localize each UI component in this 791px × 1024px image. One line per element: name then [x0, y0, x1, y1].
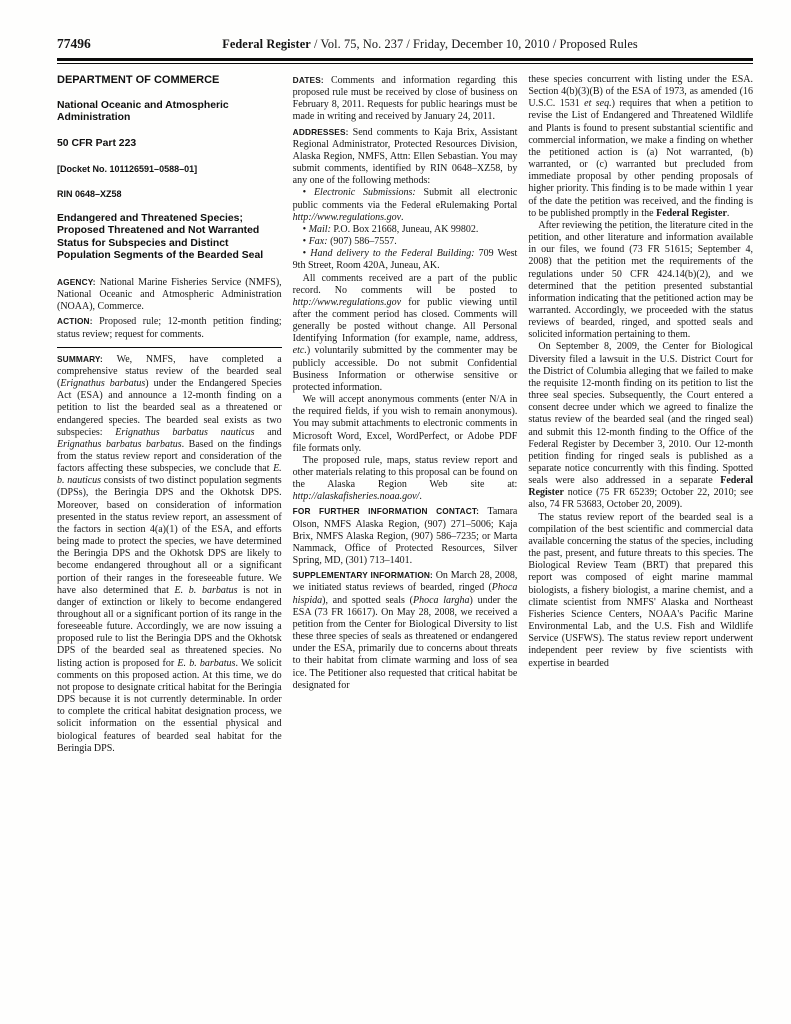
text-run: Fax:: [308, 236, 328, 248]
text-run: FOR FURTHER INFORMATION CONTACT:: [292, 506, 488, 517]
text-run: On September 8, 2009, the Center for Biological Diversity filed a lawsuit in the U.S. District Court for the District of Columbia alleging that we failed to make the requisite 12-month finding on its petition to list the three seal species. Subsequently, the Court entered a consent decree under which we agreed to finalize the status review of the bearded seal (and the ringed seal) and submit this 12-month finding to the Office of the Federal Register by December 3, 2010. Our 12-month petition finding for ringed seals is published as a separate notice concurrently with this finding. Spotted seals were also addressed in a separate: [528, 341, 754, 487]
text-run: .: [726, 207, 730, 219]
docket-number: [57, 163, 282, 176]
materials-location-paragraph: [293, 455, 518, 504]
text-run: for public viewing until after the comment period has closed. Comments will generally be posted without change. All Personal Identifying Information (for example, name, address,: [292, 296, 518, 345]
text-run: ), and spotted seals (: [322, 594, 413, 606]
text-run: Submit all electronic public comments via the Federal eRulemaking Portal: [292, 187, 518, 211]
text-run: Erignathus barbatus nauticus: [115, 426, 255, 438]
text-run: DEPARTMENT OF COMMERCE: [57, 74, 220, 86]
column-1: [57, 74, 282, 1006]
further-information-paragraph: [293, 505, 518, 567]
text-run: http://www.regulations.gov: [292, 211, 402, 223]
esa-petition-process-paragraph: [528, 74, 753, 220]
text-run: E. b. barbatus: [177, 657, 236, 669]
column-2: [293, 74, 518, 1006]
text-run: AGENCY:: [57, 276, 100, 287]
text-run: notice (75 FR 65239; October 22, 2010; see also, 74 FR 53683, October 20, 2009).: [528, 487, 754, 511]
agency-heading: [57, 100, 282, 125]
running-head-issue: / Vol. 75, No. 237 / Friday, December 10, 2010 / Proposed Rules: [310, 37, 638, 51]
department-heading: [57, 74, 282, 87]
text-run: Send comments to Kaja Brix, Assistant Regional Administrator, Protected Resources Division, Alaska Region, NMFS, Attn: Ellen Sebastian. You may submit comments, identified by RIN 0648–XZ58, by any one of the following methods:: [292, 126, 518, 187]
text-run: ) under the Endangered Species Act (ESA) and announce a 12-month finding on a petition to list the bearded seal as a threatened or endangered species. The bearded seal exists as two subspecies:: [57, 378, 282, 438]
text-run: .: [419, 491, 422, 503]
text-run: . We solicit comments on this proposed action. At this time, we do not propose to designate critical habitat for the Beringia DPS because it is not currently determinable. In order to complete the critical habitat designation process, we solicit information on the essential physical and biological features of bearded seal habitat for the Beringia DPS.: [57, 657, 282, 754]
text-run: P.O. Box 21668, Juneau, AK 99802.: [330, 223, 479, 235]
bullet-mail: [293, 224, 518, 236]
text-run: •: [302, 187, 314, 199]
text-run: Federal Register: [656, 207, 727, 219]
text-run: Comments and information regarding this proposed rule must be received by close of business on February 8, 2011. Requests for public hearings must be made in writing and received by January 24, 2011.: [292, 75, 518, 123]
text-run: Phoca hispida: [292, 582, 518, 606]
addresses-paragraph: [293, 126, 518, 188]
text-run: •: [302, 236, 309, 248]
section-divider: [57, 347, 282, 348]
text-run: is not in danger of extinction or likely to become endangered throughout all or a significant portion of its range in the foreseeable future. Accordingly, we are now issuing a proposed rule to list the Beringia DPS and the Okhotsk DPS of the bearded seal as threatened species. No listing action is proposed for: [57, 584, 282, 669]
page-header: [57, 34, 753, 54]
text-run: Federal Register: [528, 475, 754, 499]
rule-title: [57, 213, 282, 263]
text-run: [Docket No. 101126591–0588–01]: [57, 164, 198, 175]
text-run: E. b. nauticus: [57, 463, 282, 487]
text-run: National Marine Fisheries Service (NMFS), National Oceanic and Atmospheric Administration (NOAA), Commerce.: [57, 276, 282, 313]
supplementary-information-paragraph: [293, 569, 518, 692]
dates-paragraph: [293, 74, 518, 124]
summary-paragraph: [57, 353, 282, 755]
text-run: ) requires that when a petition to revise the List of Endangered and Threatened Wildlife and Plants is found to present substantial scientific and commercial information, we make a finding on whether the petitioned action is (a) Not warranted, (b) warranted, or (c) warranted but precluded from immediate proposal by other pending proposals of higher priority. This finding is to be made within 1 year of the date the petition was received, and the finding is to be published promptly in the: [528, 98, 754, 219]
text-run: etc.: [292, 345, 307, 357]
text-run: et seq.: [584, 98, 612, 110]
text-run: Erignathus barbatus: [60, 378, 146, 390]
anonymous-comments-paragraph: [293, 394, 518, 455]
text-run: http://alaskafisheries.noaa.gov/: [292, 491, 420, 503]
text-run: (907) 586–7557.: [327, 236, 397, 248]
text-run: SUMMARY:: [57, 353, 117, 364]
text-run: We, NMFS, have completed a comprehensive status review of the bearded seal (: [57, 353, 282, 390]
text-run: Phoca largha: [412, 594, 470, 606]
text-run: .: [401, 211, 404, 223]
text-run: Tamara Olson, NMFS Alaska Region, (907) 271–5006; Kaja Brix, NMFS Alaska Region, (907) 586–7235; or Marta Nammack, Office of Protected Resources, Silver Spring, MD, (301) 713–1401.: [292, 506, 518, 567]
running-head-journal: Federal Register: [222, 37, 311, 51]
text-run: SUPPLEMENTARY INFORMATION:: [292, 570, 436, 581]
text-run: these species concurrent with listing under the ESA. Section 4(b)(3)(B) of the ESA of 1973, as amended (16 U.S.C. 1531: [528, 74, 754, 110]
text-run: and: [254, 426, 282, 438]
text-run: ) voluntarily submitted by the commenter may be publicly accessible. Do not submit Confidential Business Information or otherwise sensitive or protected information.: [292, 345, 518, 393]
cfr-part-heading: [57, 138, 282, 151]
text-run: After reviewing the petition, the literature cited in the petition, and other literature and information available in our files, we found (73 FR 51615; September 4, 2008) that the petition met the requirements of the regulations under 50 CFR 424.14(b)(2), and we determined that the petition presented substantial information indicating that the petitioned action may be warranted. Accordingly, we proceeded with the status reviews of bearded, ringed, and spotted seals and solicited information pertaining to them.: [528, 219, 754, 341]
petition-review-paragraph: [528, 220, 753, 342]
text-run: On March 28, 2008, we initiated status reviews of bearded, ringed (: [292, 570, 518, 594]
text-run: DATES:: [292, 75, 331, 85]
text-run: The proposed rule, maps, status review report and other materials relating to this proposal can be found on the Alaska Region Web site at:: [292, 454, 518, 491]
text-run: Proposed rule; 12-month petition finding; status review; request for comments.: [57, 316, 282, 340]
text-run: All comments received are a part of the public record. No comments will be posted to: [292, 272, 518, 296]
text-run: •: [302, 248, 311, 260]
agency-paragraph: [57, 276, 282, 313]
text-run: ACTION:: [57, 316, 100, 327]
status-review-report-paragraph: [528, 512, 753, 670]
running-head: [117, 37, 743, 52]
text-run: 50 CFR Part 223: [57, 137, 137, 149]
text-run: Mail:: [308, 223, 331, 235]
text-run: RIN 0648–XZ58: [57, 188, 122, 199]
text-run: •: [302, 223, 309, 235]
text-run: ) under the ESA (73 FR 16617). On May 28, 2008, we received a petition from the Center for Biological Diversity to list these three species of seals as threatened or endangered under the ESA, primarily due to concerns about threats to their habitat from climate warming and loss of sea ice. The Petitioner also requested that critical habitat be designated for: [292, 594, 518, 691]
text-run: Endangered and Threatened Species; Proposed Threatened and Not Warranted Status for Subspecies and Distinct Population Segments of the Bearded Seal: [57, 212, 264, 262]
text-run: Erignathus barbatus barbatus: [57, 438, 182, 450]
bullet-hand-delivery: [293, 248, 518, 272]
lawsuit-paragraph: [528, 341, 753, 511]
rin-number: [57, 188, 282, 201]
text-run: Electronic Submissions:: [313, 187, 416, 199]
bullet-electronic-submissions: [293, 187, 518, 223]
column-3: [528, 74, 753, 1006]
public-record-paragraph: [293, 273, 518, 395]
page-number: 77496: [57, 36, 91, 51]
bullet-fax: [293, 236, 518, 248]
text-run: 709 West 9th Street, Room 420A, Juneau, AK.: [292, 248, 518, 272]
text-run: The status review report of the bearded seal is a compilation of the best scientific and commercial data available concerning the status of the species, including the past, present, and future threats to this species. The Biological Review Team (BRT) that prepared this report was composed of eight marine mammal biologists, a fishery biologist, a marine chemist, and a climate scientist from NMFS' Alaska and Northeast Fisheries Science Centers, NOAA's Pacific Marine Environmental Lab, and the U.S. Fish and Wildlife Service (USFWS). The status review report underwent independent peer review by five scientists with expertise in bearded: [528, 511, 754, 669]
header-rule: [57, 58, 753, 64]
text-run: We will accept anonymous comments (enter N/A in the required fields, if you wish to remain anonymous). You may submit attachments to electronic comments in Microsoft Word, Excel, WordPerfect, or Adobe PDF file formats only.: [292, 394, 518, 454]
text-run: ADDRESSES:: [292, 126, 353, 137]
document-body: [57, 74, 753, 1006]
text-run: E. b. barbatus: [174, 584, 238, 596]
text-run: consists of two distinct population segments (DPSs), the Beringia DPS and the Okhotsk DPS. Moreover, based on consideration of information presented in the status review report, an assessment of the factors in section 4(a)(1) of the ESA, and efforts being made to protect the species, we have determined the Beringia DPS and the Okhotsk DPS are likely to become endangered throughout all or a significant portion of their ranges in the foreseeable future. We have also determined that: [57, 475, 282, 596]
action-paragraph: [57, 315, 282, 340]
text-run: Hand delivery to the Federal Building:: [310, 248, 475, 260]
text-run: National Oceanic and Atmospheric Administration: [57, 99, 229, 124]
text-run: http://www.regulations.gov: [292, 296, 402, 308]
text-run: . Based on the findings from the status review report and consideration of the factors affecting these subspecies, we conclude that: [57, 438, 282, 475]
